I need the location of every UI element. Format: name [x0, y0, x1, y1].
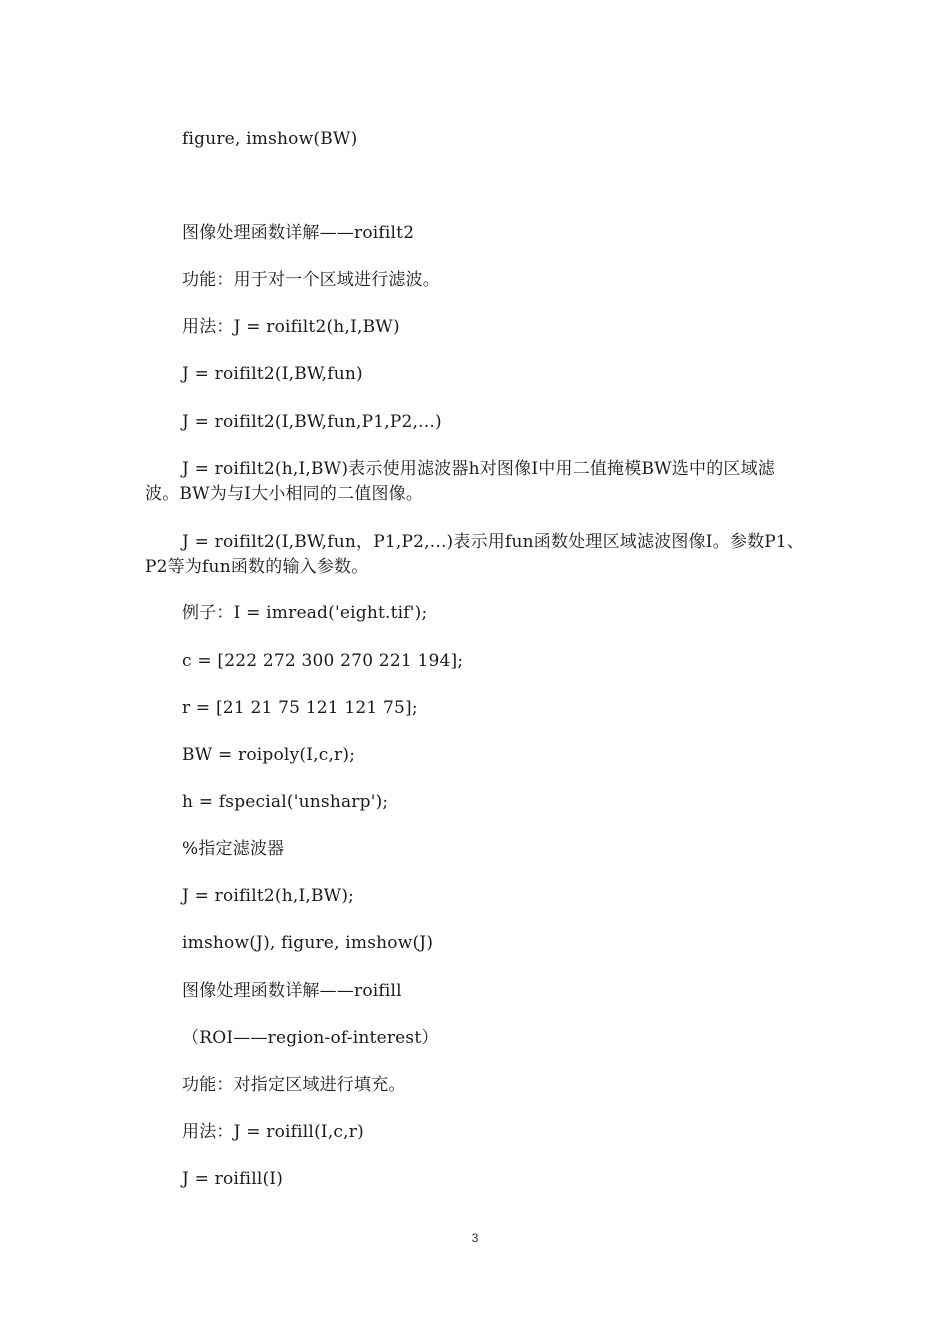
roi-definition: （ROI——region-of-interest） — [182, 1028, 439, 1048]
roifill-description: 功能：对指定区域进行填充。 — [182, 1075, 406, 1095]
usage-line-3: J = roifilt2(I,BW,fun,P1,P2,...) — [182, 412, 442, 432]
explanation-paragraph-2: J = roifilt2(I,BW,fun，P1,P2,...)表示用fun函数处理区域滤波图像I。参数P1、P2等为fun函数的输入参数。 — [145, 532, 805, 577]
section-heading-roifill: 图像处理函数详解——roifill — [182, 981, 402, 1001]
example-line-roifilt2: J = roifilt2(h,I,BW); — [182, 886, 355, 906]
example-line-roipoly: BW = roipoly(I,c,r); — [182, 745, 356, 765]
page-number: 3 — [471, 1231, 479, 1245]
example-line-fspecial: h = fspecial('unsharp'); — [182, 792, 389, 812]
explanation-paragraph-1: J = roifilt2(h,I,BW)表示使用滤波器h对图像I中用二值掩模BW选中的区域滤波。BW为与I大小相同的二值图像。 — [145, 459, 776, 504]
section-heading-roifilt2: 图像处理函数详解——roifilt2 — [182, 223, 415, 243]
example-comment: %指定滤波器 — [182, 839, 285, 859]
roifill-usage-1: 用法：J = roifill(I,c,r) — [182, 1122, 364, 1142]
roifill-usage-2: J = roifill(I) — [182, 1169, 284, 1189]
function-description: 功能：用于对一个区域进行滤波。 — [182, 270, 440, 290]
example-line-imread: 例子：I = imread('eight.tif'); — [182, 603, 428, 623]
usage-line-1: 用法：J = roifilt2(h,I,BW) — [182, 317, 400, 337]
example-line-r: r = [21 21 75 121 121 75]; — [182, 698, 418, 718]
usage-line-2: J = roifilt2(I,BW,fun) — [182, 364, 363, 384]
example-line-c: c = [222 272 300 270 221 194]; — [182, 651, 464, 671]
example-line-imshow: imshow(J), figure, imshow(J) — [182, 933, 434, 953]
code-line-figure-imshow: figure, imshow(BW) — [182, 129, 358, 149]
